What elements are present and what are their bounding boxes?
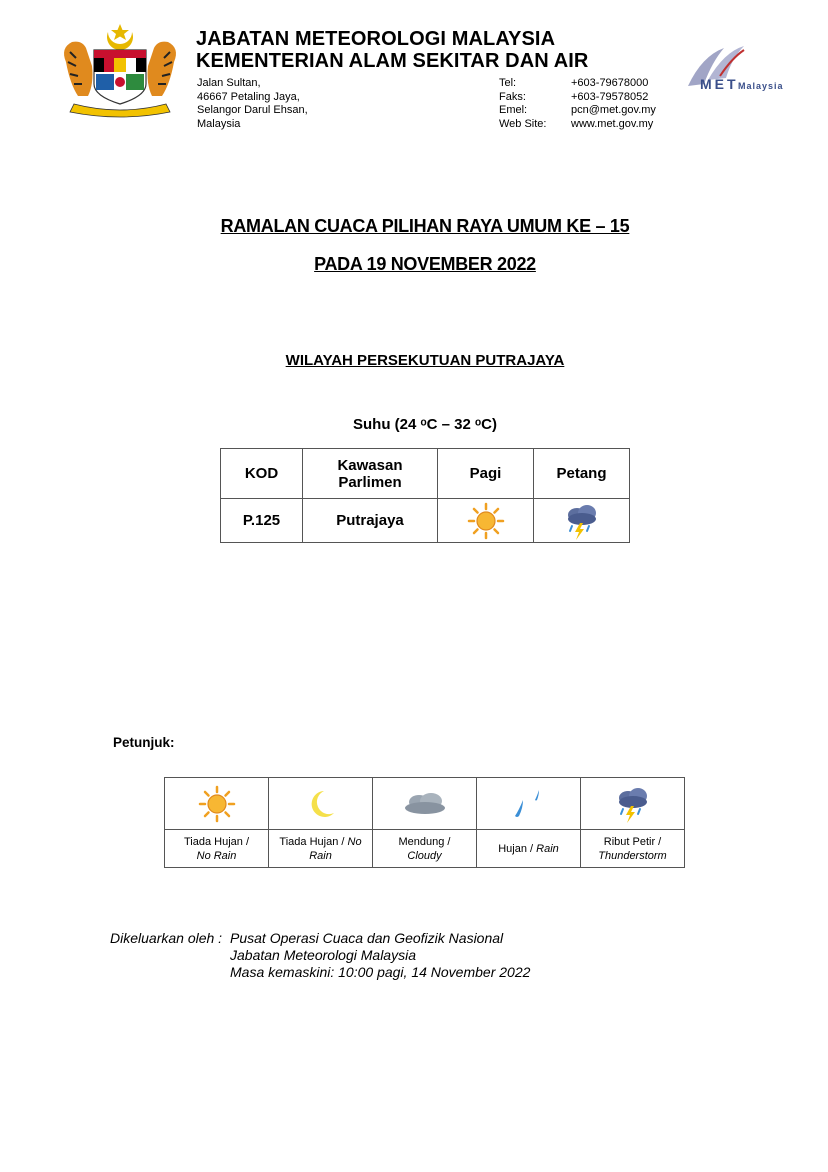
table-row — [221, 499, 630, 543]
met-logo-text: MET — [700, 76, 739, 92]
legend-caption — [269, 830, 373, 868]
legend-caption-english: Thunderstorm — [598, 849, 667, 862]
address-line: Selangor Darul Ehsan, — [197, 104, 308, 116]
legend-caption-english: Cloudy — [407, 849, 442, 862]
document-date: PADA 19 NOVEMBER 2022 — [314, 254, 536, 274]
legend-caption — [581, 830, 685, 868]
forecast-header-row — [221, 449, 630, 499]
sun-icon — [467, 502, 505, 540]
legend-label: Petunjuk: — [113, 735, 175, 750]
cell-kod: P.125 — [221, 499, 303, 543]
legend-caption-english: No Rain — [196, 849, 237, 862]
document-title: RAMALAN CUACA PILIHAN RAYA UMUM KE – 15 — [220, 216, 630, 236]
issued-label: Dikeluarkan oleh : — [110, 930, 223, 946]
cloud-icon — [401, 790, 449, 818]
org-name-line-2: KEMENTERIAN ALAM SEKITAR DAN AIR — [196, 50, 589, 72]
thunderstorm-icon — [614, 784, 652, 824]
issued-row — [110, 930, 530, 947]
thunderstorm-icon — [563, 501, 601, 541]
legend-caption — [373, 830, 477, 868]
header-pagi: Pagi — [438, 449, 534, 499]
temperature-range: Suhu (24 ᵒC – 32 ᵒC) — [352, 416, 497, 433]
legend-icon-cell — [581, 778, 685, 830]
legend-icon-cell — [477, 778, 581, 830]
organization-name — [196, 28, 588, 72]
rain-icon — [511, 786, 547, 822]
header-kawasan-line: Parlimen — [338, 473, 402, 491]
issued-line: Pusat Operasi Cuaca dan Geofizik Nasional — [230, 930, 504, 946]
legend-caption-row — [165, 830, 685, 868]
legend-caption-malay: Tiada Hujan / — [279, 835, 348, 848]
contact-value: www.met.gov.my — [571, 117, 654, 130]
legend-table — [164, 777, 685, 868]
met-logo-subtext: Malaysia — [738, 81, 784, 91]
legend-caption-malay: Tiada Hujan / — [183, 835, 250, 848]
issued-spacer — [110, 947, 230, 964]
contact-label: Emel: — [499, 104, 528, 116]
legend-caption-malay: Hujan / — [498, 842, 537, 855]
contact-row-web — [499, 118, 656, 132]
header-kod: KOD — [221, 449, 303, 499]
cell-kawasan: Putrajaya — [303, 499, 438, 543]
legend-icon-cell — [165, 778, 269, 830]
legend-caption — [165, 830, 269, 868]
contact-label: Tel: — [499, 77, 517, 89]
contact-block — [499, 77, 656, 131]
issued-row — [110, 947, 530, 964]
contact-row-tel — [499, 77, 656, 91]
issued-line: Jabatan Meteorologi Malaysia — [230, 947, 416, 963]
legend-caption-malay: Ribut Petir / — [603, 835, 662, 848]
legend-caption-malay: Mendung / — [398, 835, 451, 848]
address-line: 46667 Petaling Jaya, — [197, 90, 300, 103]
legend-icon-row — [165, 778, 685, 830]
address-line: Malaysia — [197, 117, 241, 130]
contact-value: +603-79578052 — [571, 90, 649, 103]
met-malaysia-logo — [680, 40, 798, 100]
header-kawasan-line: Kawasan — [337, 456, 403, 474]
legend-caption-english: No — [347, 835, 362, 848]
contact-label: Faks: — [499, 90, 526, 103]
legend-icon-cell — [269, 778, 373, 830]
legend-icon-cell — [373, 778, 477, 830]
legend-caption-english: Rain — [309, 849, 332, 862]
address-line: Jalan Sultan, — [197, 77, 261, 89]
cell-petang — [534, 499, 630, 543]
contact-value: +603-79678000 — [571, 77, 649, 89]
org-name-line-1: JABATAN METEOROLOGI MALAYSIA — [196, 28, 556, 50]
contact-value: pcn@met.gov.my — [571, 104, 656, 116]
moon-icon — [304, 787, 338, 821]
contact-row-email — [499, 104, 656, 118]
address-block — [197, 77, 308, 131]
cell-pagi — [438, 499, 534, 543]
region-heading: WILAYAH PERSEKUTUAN PUTRAJAYA — [285, 352, 565, 369]
issued-line: Masa kemaskini: 10:00 pagi, 14 November 2022 — [230, 964, 531, 980]
legend-caption — [477, 830, 581, 868]
header-petang: Petang — [534, 449, 630, 499]
contact-row-fax — [499, 91, 656, 105]
forecast-table — [220, 448, 630, 543]
issued-row — [110, 964, 530, 981]
met-swoosh-icon — [680, 40, 798, 100]
contact-label: Web Site: — [499, 117, 547, 130]
issued-spacer — [110, 964, 230, 981]
issued-by-block — [110, 930, 530, 981]
legend-caption-english: Rain — [536, 842, 559, 855]
sun-icon — [198, 785, 236, 823]
header-kawasan — [303, 449, 438, 499]
coat-of-arms-logo — [58, 22, 182, 118]
